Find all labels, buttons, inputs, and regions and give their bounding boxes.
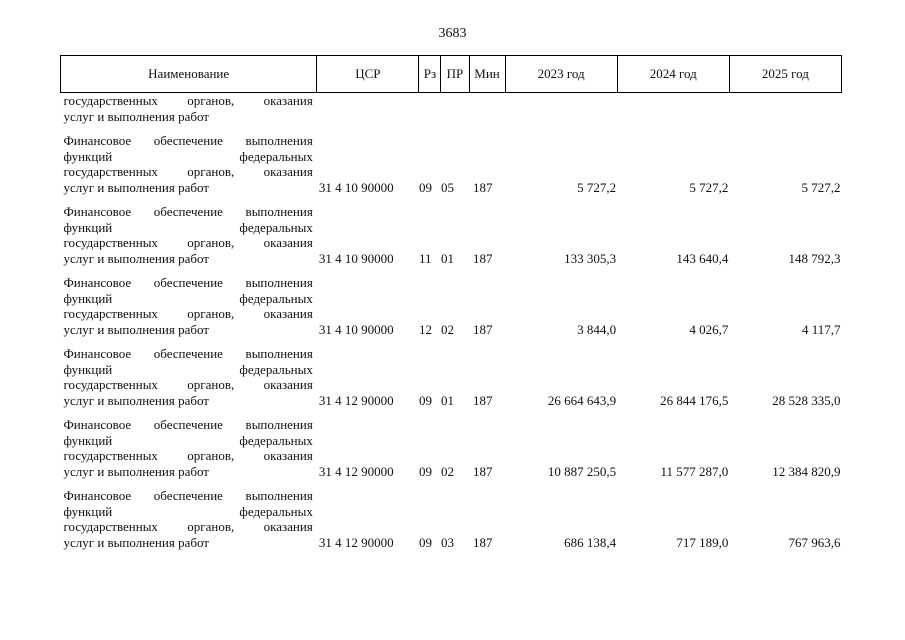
name-line: Финансовое обеспечение выполнения <box>63 346 313 361</box>
name-line: функций федеральных <box>63 148 313 164</box>
row-rz: 09 <box>418 392 432 408</box>
row-spacer <box>61 195 842 204</box>
row-spacer <box>61 337 842 346</box>
row-min: 187 <box>473 321 493 337</box>
row-value-2023: 10 887 250,5 <box>547 463 617 479</box>
name-line: функций федеральных <box>63 219 313 235</box>
row-spacer <box>61 479 842 488</box>
row-min: 187 <box>473 392 493 408</box>
row-value-2024: 717 189,0 <box>676 534 729 550</box>
name-line: функций федеральных <box>63 290 313 306</box>
row-value-2024: 5 727,2 <box>689 179 729 195</box>
name-line: услуг и выполнения работ <box>63 534 209 550</box>
name-line: государственных органов, оказания <box>63 377 313 392</box>
continuation-row <box>61 93 842 125</box>
row-pr: 01 <box>440 250 454 266</box>
header-2023: 2023 год <box>505 56 617 93</box>
row-spacer <box>61 124 842 133</box>
row-value-2023: 26 664 643,9 <box>547 392 617 408</box>
row-min: 187 <box>473 179 493 195</box>
name-line: государственных органов, оказания <box>63 519 313 534</box>
table-row <box>61 204 842 266</box>
name-line: услуг и выполнения работ <box>63 463 209 479</box>
row-min: 187 <box>473 250 493 266</box>
row-value-2024: 143 640,4 <box>676 250 729 266</box>
row-value-2025: 767 963,6 <box>788 534 841 550</box>
row-csr: 31 4 10 90000 <box>318 250 394 266</box>
row-pr: 05 <box>440 179 454 195</box>
row-pr: 01 <box>440 392 454 408</box>
row-name <box>61 417 317 479</box>
table-header <box>61 56 842 93</box>
name-line: функций федеральных <box>63 361 313 377</box>
row-value-2023: 5 727,2 <box>577 179 617 195</box>
row-min: 187 <box>473 463 493 479</box>
row-pr: 03 <box>440 534 454 550</box>
name-line: услуг и выполнения работ <box>63 108 209 124</box>
row-spacer <box>61 266 842 275</box>
name-line: услуг и выполнения работ <box>63 179 209 195</box>
row-rz: 09 <box>418 463 432 479</box>
header-rz: Рз <box>419 56 441 93</box>
row-value-2025: 4 117,7 <box>801 321 841 337</box>
row-value-2024: 11 577 287,0 <box>660 463 729 479</box>
row-name <box>61 488 317 550</box>
header-2025: 2025 год <box>729 56 841 93</box>
header-name: Наименование <box>61 56 317 93</box>
row-value-2025: 12 384 820,9 <box>772 463 841 479</box>
row-value-2023: 3 844,0 <box>577 321 617 337</box>
row-value-2025: 5 727,2 <box>801 179 841 195</box>
row-csr: 31 4 12 90000 <box>318 463 394 479</box>
row-value-2023: 133 305,3 <box>564 250 617 266</box>
row-value-2024: 4 026,7 <box>689 321 729 337</box>
row-value-2025: 28 528 335,0 <box>772 392 841 408</box>
name-line: государственных органов, оказания <box>63 93 313 108</box>
row-value-2024: 26 844 176,5 <box>660 392 729 408</box>
row-pr: 02 <box>440 463 454 479</box>
name-line: Финансовое обеспечение выполнения <box>63 417 313 432</box>
header-min: Мин <box>469 56 505 93</box>
name-line: Финансовое обеспечение выполнения <box>63 275 313 290</box>
page-number: 3683 <box>438 26 467 41</box>
row-csr: 31 4 10 90000 <box>318 179 394 195</box>
continuation-name <box>61 93 317 125</box>
name-line: государственных органов, оказания <box>63 235 313 250</box>
row-csr: 31 4 10 90000 <box>318 321 394 337</box>
name-line: услуг и выполнения работ <box>63 250 209 266</box>
row-csr: 31 4 12 90000 <box>318 534 394 550</box>
name-line: функций федеральных <box>63 503 313 519</box>
table-row <box>61 346 842 408</box>
table-body <box>61 93 842 551</box>
row-rz: 09 <box>418 534 432 550</box>
name-line: Финансовое обеспечение выполнения <box>63 488 313 503</box>
row-rz: 11 <box>418 250 432 266</box>
row-csr: 31 4 12 90000 <box>318 392 394 408</box>
budget-table <box>60 55 842 550</box>
table-row <box>61 417 842 479</box>
row-rz: 09 <box>418 179 432 195</box>
row-min: 187 <box>473 534 493 550</box>
table-row <box>61 275 842 337</box>
header-2024: 2024 год <box>617 56 729 93</box>
name-line: функций федеральных <box>63 432 313 448</box>
name-line: Финансовое обеспечение выполнения <box>63 133 313 148</box>
row-rz: 12 <box>418 321 432 337</box>
row-spacer <box>61 408 842 417</box>
table-row <box>61 133 842 195</box>
name-line: государственных органов, оказания <box>63 164 313 179</box>
row-name <box>61 275 317 337</box>
header-pr: ПР <box>441 56 469 93</box>
table-row <box>61 488 842 550</box>
name-line: государственных органов, оказания <box>63 306 313 321</box>
row-name <box>61 204 317 266</box>
row-value-2023: 686 138,4 <box>564 534 617 550</box>
row-pr: 02 <box>440 321 454 337</box>
name-line: услуг и выполнения работ <box>63 392 209 408</box>
name-line: государственных органов, оказания <box>63 448 313 463</box>
name-line: Финансовое обеспечение выполнения <box>63 204 313 219</box>
row-value-2025: 148 792,3 <box>788 250 841 266</box>
row-name <box>61 346 317 408</box>
name-line: услуг и выполнения работ <box>63 321 209 337</box>
row-name <box>61 133 317 195</box>
header-csr: ЦСР <box>317 56 419 93</box>
